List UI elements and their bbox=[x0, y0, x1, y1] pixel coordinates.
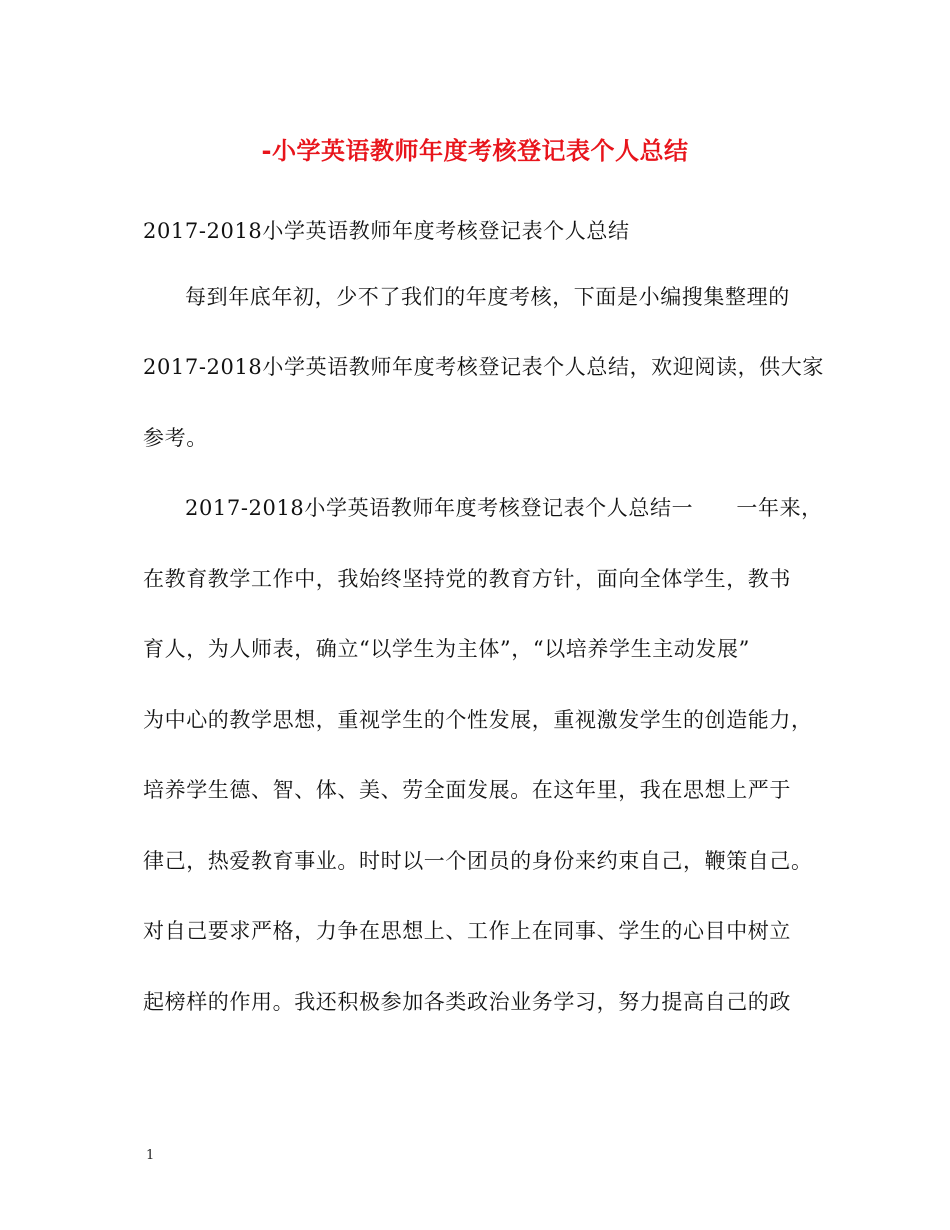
paragraph-line: 培养学生德、智、体、美、劳全面发展。在这年里，我在思想上严于 bbox=[143, 778, 791, 802]
paragraph-line: 每到年底年初，少不了我们的年度考核，下面是小编搜集整理的 bbox=[185, 285, 790, 309]
paragraph-line: 育人，为人师表，确立“以学生为主体”，“以培养学生主动发展” bbox=[143, 637, 750, 661]
paragraph-line: 对自己要求严格，力争在思想上、工作上在同事、学生的心目中树立 bbox=[143, 919, 791, 943]
paragraph-line: 律己，热爱教育事业。时时以一个团员的身份来约束自己，鞭策自己。 bbox=[143, 849, 813, 873]
paragraph-line: 在教育教学工作中，我始终坚持党的教育方针，面向全体学生，教书 bbox=[143, 567, 791, 591]
paragraph-line: 参考。 bbox=[143, 426, 208, 450]
paragraph-line: 2017-2018小学英语教师年度考核登记表个人总结，欢迎阅读，供大家 bbox=[143, 355, 824, 379]
paragraph-line: 为中心的教学思想，重视学生的个性发展，重视激发学生的创造能力， bbox=[143, 708, 813, 732]
subtitle-line: 2017-2018小学英语教师年度考核登记表个人总结 bbox=[143, 219, 630, 243]
page-number: 1 bbox=[146, 1148, 155, 1163]
paragraph-line: 2017-2018小学英语教师年度考核登记表个人总结一 一年来， bbox=[185, 496, 823, 520]
paragraph-line: 起榜样的作用。我还积极参加各类政治业务学习，努力提高自己的政 bbox=[143, 990, 791, 1014]
document-title: -小学英语教师年度考核登记表个人总结 bbox=[261, 137, 689, 165]
